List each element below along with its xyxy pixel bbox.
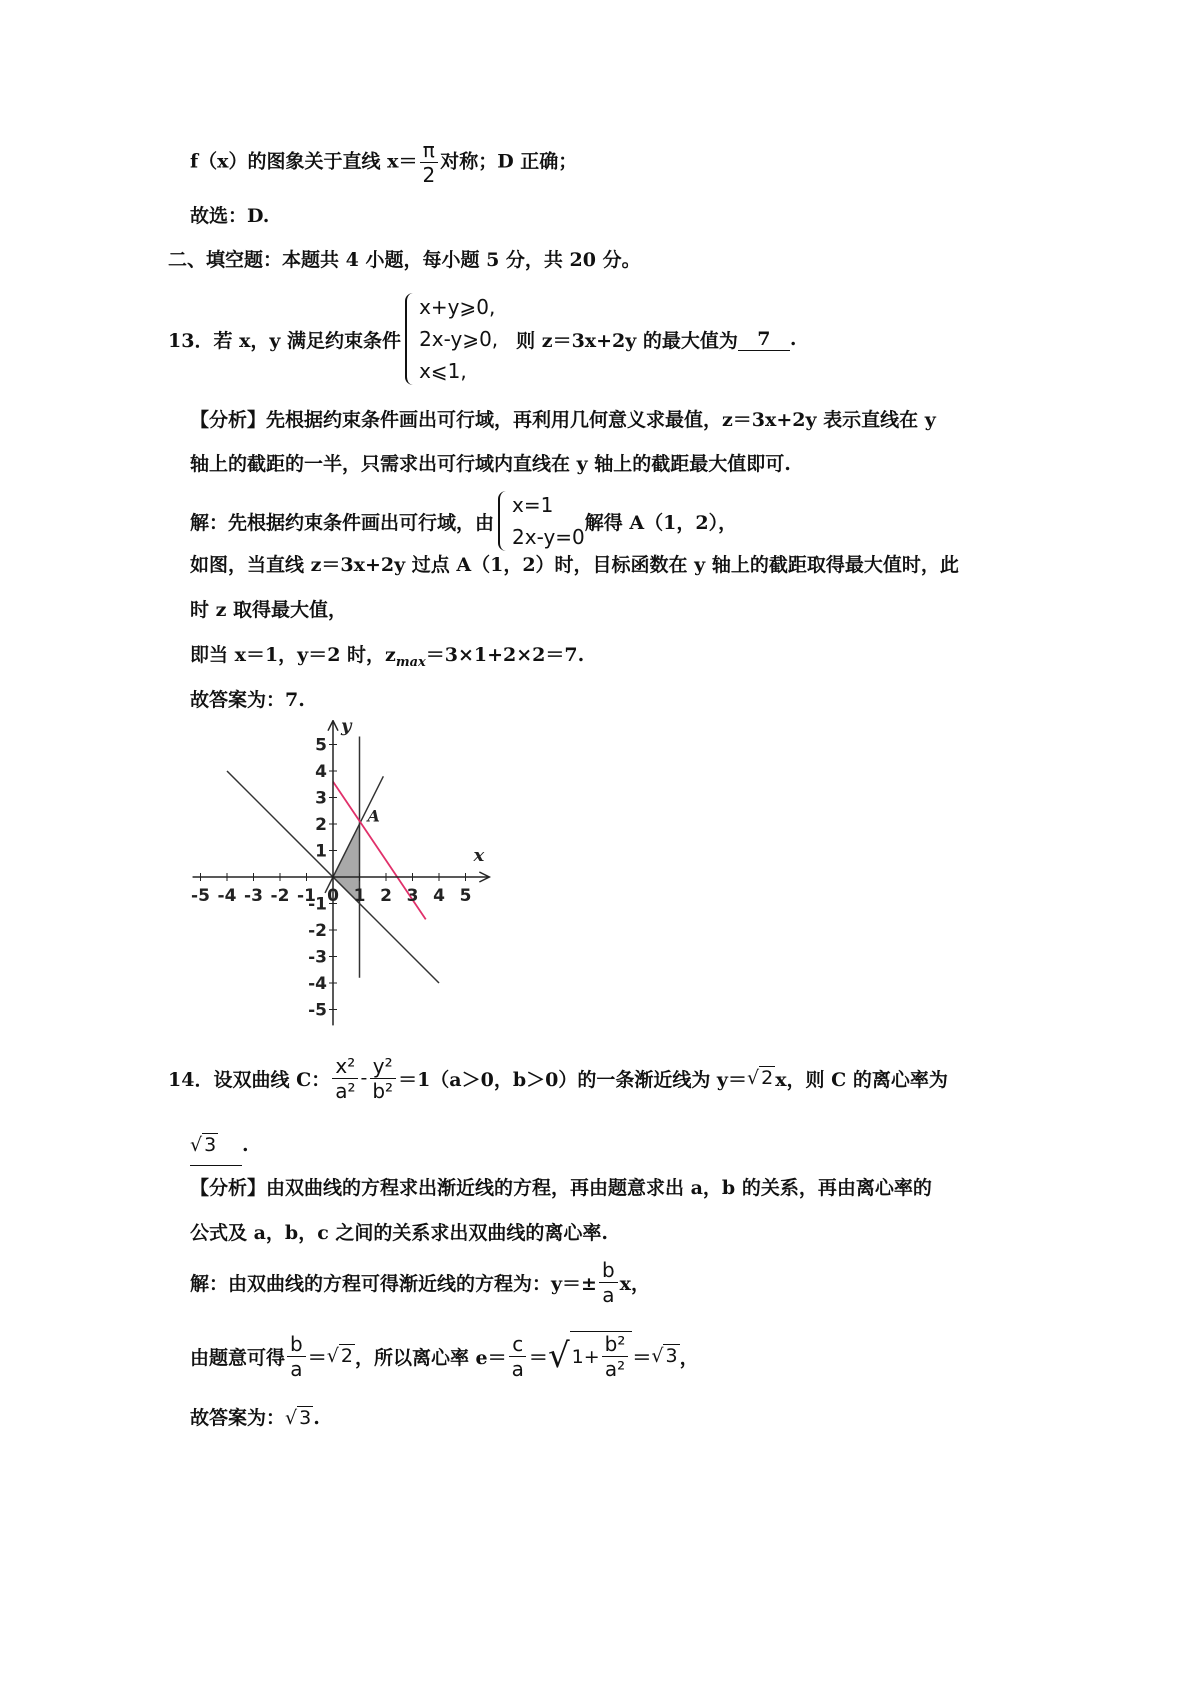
q14-analysis-line-1: 【分析】由双曲线的方程求出渐近线的方程，再由题意求出 a，b 的关系，再由离心率的	[190, 1177, 932, 1199]
q14-lead: 设双曲线 C：	[213, 1068, 331, 1091]
q13-middle: 则 z＝3x+2y 的最大值为	[516, 329, 738, 352]
q14-answer-line: 故答案为：√ 3 .	[190, 1407, 320, 1429]
q13-analysis-line-1: 【分析】先根据约束条件画出可行域，再利用几何意义求最值，z＝3x+2y 表示直线在 y	[190, 409, 936, 431]
x-tick-label: -1	[297, 886, 316, 906]
fraction-pi-over-2: $\frac{\pi}{2}$	[419, 138, 438, 187]
y-tick-label: 2	[315, 815, 327, 835]
text-line-choice: 故选：D.	[190, 205, 270, 227]
y-tick-label: 1	[315, 841, 327, 862]
brace-icon	[498, 491, 510, 551]
y-tick-label: -5	[308, 1000, 327, 1021]
x-tick-label: -3	[244, 886, 263, 906]
text-line-symmetry	[190, 138, 578, 187]
sqrt-1-plus-b2-a2: √ 1+ $\frac{\text{b²}}{\text{a²}}$	[548, 1331, 632, 1381]
line1-suffix: 对称；D 正确；	[440, 150, 578, 173]
y-tick-label: -4	[308, 974, 327, 994]
sqrt-2: √ 2	[746, 1067, 774, 1089]
q13-answer-line: 故答案为：7.	[190, 689, 305, 711]
q14-tail: x，则 C 的离心率为	[775, 1068, 948, 1091]
x-tick-label: 2	[380, 886, 392, 906]
q13-number: 13．	[168, 329, 214, 352]
q13-sol-prefix: 解：先根据约束条件画出可行域，由	[190, 511, 495, 534]
fraction-b-a: $\frac{b}{a}$	[599, 1258, 618, 1307]
y-tick-label: 4	[315, 762, 327, 782]
y-tick-label: 5	[315, 735, 327, 756]
fraction-b-a-2: $\frac{b}{a}$	[287, 1332, 306, 1381]
q13-solution-line-2: 如图，当直线 z＝3x+2y 过点 A（1，2）时，目标函数在 y 轴上的截距取得最大值时，此	[190, 554, 959, 576]
q13-constraint-system	[401, 291, 498, 387]
brace-icon	[405, 293, 417, 385]
q14-solution-line-1: 解：由双曲线的方程可得渐近线的方程为：y＝± $\frac{b}{a}$ x，	[190, 1257, 650, 1307]
q13-sol-suffix: 解得 A（1，2），	[584, 511, 738, 534]
sqrt-3: √ 3	[285, 1407, 312, 1429]
x-tick-label: 0	[327, 886, 339, 906]
q14-answer-blank: √ 3	[190, 1125, 242, 1166]
question-13	[168, 284, 797, 394]
line1-prefix: f（x）的图象关于直线 x＝	[190, 150, 418, 173]
q13-solution-line-3: 时 z 取得最大值，	[190, 599, 348, 621]
q14-solution-line-2: 由题意可得 $\frac{b}{a}$ ＝ √ 2 ，所以离心率 e＝ $\frac{c}{a}$ ＝ √ 1+ $\frac{\text{b²}}{\text{a²}}$ ＝ √ 3 ，	[190, 1331, 699, 1381]
x-tick-label: -2	[270, 886, 290, 906]
x-tick-label: 4	[433, 886, 445, 906]
y-axis-label: y	[341, 720, 352, 737]
q13-sol-eq-2: 2x-y=0	[512, 525, 585, 549]
question-14: 14． 设双曲线 C： $\frac{\text{x²}}{\text{a²}}$ - $\frac{\text{y²}}{\text{b²}}$ ＝1（a＞0，b＞0）的一条渐近线为 y＝ √ 2 x，则 C 的离心率为	[168, 1053, 948, 1103]
y-tick-label: -1	[308, 894, 327, 915]
q14-analysis-line-2: 公式及 a，b，c 之间的关系求出双曲线的离心率.	[190, 1222, 609, 1244]
point-a-label: A	[367, 806, 380, 826]
q13-constraint-3: x⩽1,	[419, 359, 467, 383]
x-tick-label: 5	[459, 886, 472, 906]
x-tick-label: -5	[191, 886, 210, 906]
x-axis-label: x	[473, 845, 485, 866]
sqrt-2: √ 2	[326, 1345, 353, 1367]
q14-eq: ＝1（a＞0，b＞0）的一条渐近线为 y＝	[398, 1068, 747, 1091]
y-tick-label: 3	[315, 788, 327, 809]
q13-solution-system	[494, 489, 585, 553]
q13-end: .	[789, 328, 797, 350]
q13-sol-eq-1: x=1	[512, 493, 554, 517]
sqrt-3: √ 3	[651, 1345, 678, 1367]
fraction-x2-a2: $\frac{\text{x²}}{\text{a²}}$	[332, 1054, 358, 1103]
q13-constraint-1: x+y⩾0,	[419, 295, 496, 319]
q13-constraint-2: 2x-y⩾0,	[419, 327, 499, 351]
feasible-region-graph	[185, 720, 505, 1035]
q13-solution-line-4: 即当 x＝1，y＝2 时，$z_{max}=3\times 1+2\times 2=7$.	[190, 644, 585, 670]
q14-number: 14．	[168, 1068, 214, 1091]
x-tick-label: 1	[353, 886, 366, 906]
q14-answer-blank-line: √ 3 .	[190, 1125, 249, 1165]
y-tick-label: -3	[308, 947, 327, 968]
fraction-y2-b2: $\frac{\text{y²}}{\text{b²}}$	[369, 1054, 396, 1103]
section-header: 二、填空题：本题共 4 小题，每小题 5 分，共 20 分。	[168, 249, 641, 271]
q13-lead: 若 x，y 满足约束条件	[213, 329, 402, 352]
fraction-c-a: $\frac{c}{a}$	[509, 1332, 527, 1381]
x-tick-label: -4	[217, 886, 237, 906]
x-tick-label: 3	[406, 886, 419, 906]
q13-analysis-line-2: 轴上的截距的一半，只需求出可行域内直线在 y 轴上的截距最大值即可.	[190, 453, 791, 475]
q13-answer-blank: 7	[738, 328, 790, 351]
y-tick-label: -2	[308, 921, 327, 941]
